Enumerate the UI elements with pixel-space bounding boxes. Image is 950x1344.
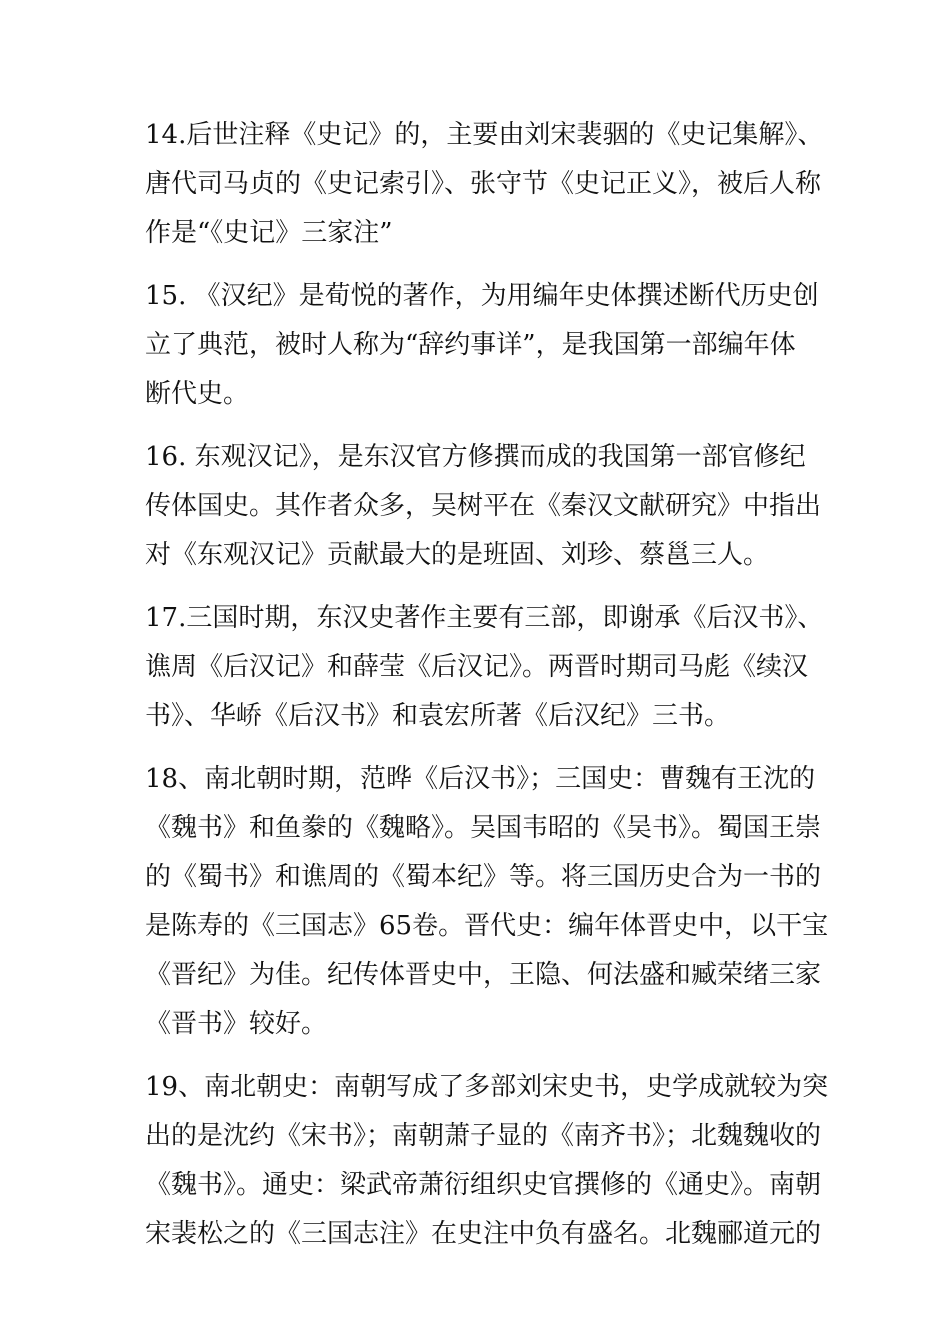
text-line: 唐代司马贞的《史记索引》、张守节《史记正义》，被后人称 [145,169,822,199]
text-line: 对《东观汉记》贡献最大的是班固、刘珍、蔡邕三人。 [145,540,770,570]
text-line: 18、南北朝时期，范晔《后汉书》；三国史：曹魏有王沈的 [145,764,816,794]
text-line: 断代史。 [145,379,250,409]
text-line: 《晋纪》为佳。纪传体晋史中，王隐、何法盛和臧荣绪三家 [145,960,822,990]
text-line: 传体国史。其作者众多，吴树平在《秦汉文献研究》中指出 [145,491,822,521]
text-line: 是陈寿的《三国志》65卷。晋代史：编年体晋史中，以干宝 [145,911,829,941]
paragraph-item-15 [145,272,819,419]
paragraph-item-19 [145,1063,829,1259]
text-line: 《魏书》和鱼豢的《魏略》。吴国韦昭的《吴书》。蜀国王崇 [145,813,822,843]
text-line: 宋裴松之的《三国志注》在史注中负有盛名。北魏郦道元的 [145,1219,822,1249]
paragraph-item-18 [145,755,829,1049]
text-line: 的《蜀书》和谯周的《蜀本纪》等。将三国历史合为一书的 [145,862,822,892]
text-line: 《魏书》。通史：梁武帝萧衍组织史官撰修的《通史》。南朝 [145,1170,822,1200]
paragraph-item-16 [145,433,822,580]
text-line: 谯周《后汉记》和薛莹《后汉记》。两晋时期司马彪《续汉 [145,652,809,682]
text-line: 17.三国时期，东汉史著作主要有三部，即谢承《后汉书》、 [145,603,824,633]
text-line: 立了典范，被时人称为“辞约事详”，是我国第一部编年体 [145,330,796,360]
text-line: 作是“《史记》三家注” [145,218,393,248]
text-line: 出的是沈约《宋书》；南朝萧子显的《南齐书》；北魏魏收的 [145,1121,822,1151]
text-line: 19、南北朝史：南朝写成了多部刘宋史书，史学成就较为突 [145,1072,829,1102]
text-line: 书》、华峤《后汉书》和袁宏所著《后汉纪》三书。 [145,701,731,731]
paragraph-item-14 [145,111,824,258]
paragraph-item-17 [145,594,824,741]
text-line: 16. 东观汉记》，是东汉官方修撰而成的我国第一部官修纪 [145,442,806,472]
text-line: 15. 《汉纪》是荀悦的著作，为用编年史体撰述断代历史创 [145,281,819,311]
text-line: 《晋书》较好。 [145,1009,328,1039]
text-line: 14.后世注释《史记》的，主要由刘宋裴骃的《史记集解》、 [145,120,824,150]
